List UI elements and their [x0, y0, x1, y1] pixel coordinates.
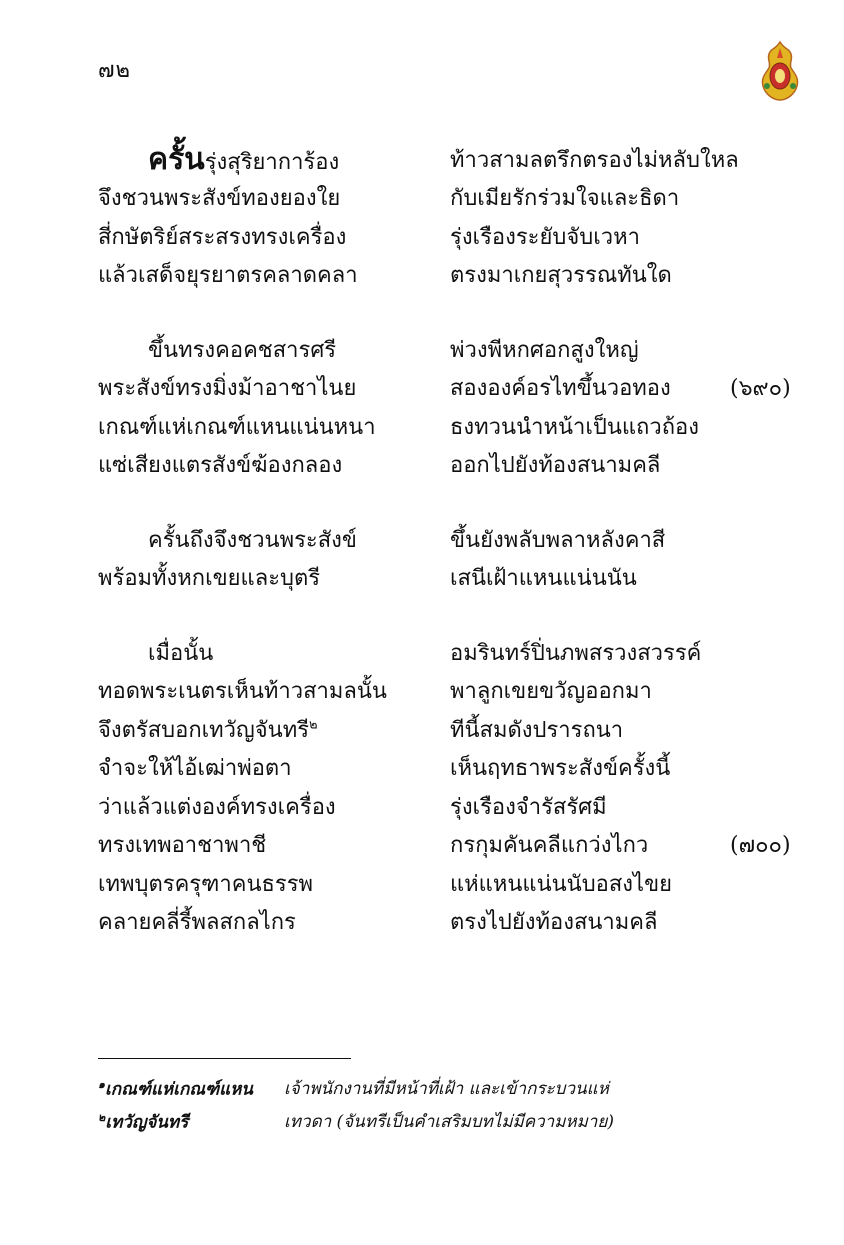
verse-right: ธงทวนนำหน้าเป็นแถวถ้อง: [450, 414, 700, 440]
verse-line: [98, 217, 798, 256]
verse-body: [98, 140, 798, 977]
verse-left: พร้อมทั้งหกเขยและบุตรี: [98, 566, 321, 592]
verse-line: [98, 256, 798, 295]
verse-line: [98, 749, 798, 788]
verse-line: [98, 710, 798, 749]
verse-right: กับเมียรักร่วมใจและธิดา: [450, 186, 680, 212]
verse-right: ทีนี้สมดังปรารถนา: [450, 717, 624, 743]
verse-left: แซ่เสียงแตรสังข์ฆ้องกลอง: [98, 453, 343, 479]
verse-opening-word: ครั้น: [148, 141, 205, 177]
verse-line: [98, 520, 798, 559]
verse-left: ทอดพระเนตรเห็นท้าวสามลนั้น: [98, 679, 387, 705]
verse-line: [98, 864, 798, 903]
verse-right: พ่วงพีหกศอกสูงใหญ่: [450, 337, 639, 363]
verse-line: [98, 903, 798, 942]
verse-right: อมรินทร์ปิ่นภพสรวงสวรรค์: [450, 640, 702, 666]
verse-line-number: (๖๙๐): [730, 376, 791, 402]
verse-right: เสนีเฝ้าแหนแน่นนัน: [450, 566, 637, 592]
royal-crest-icon: [757, 40, 803, 102]
verse-left: เกณฑ์แห่เกณฑ์แหนแน่นหนา: [98, 414, 376, 440]
footnote-ref: ๒: [309, 717, 318, 733]
footnote-term: $^๑$เกณฑ์แห่เกณฑ์แหน: [98, 1077, 253, 1100]
verse-left: คลายคลี่รี้พลสกลไกร: [98, 910, 296, 936]
verse-right: ตรงมาเกยสุวรรณทันใด: [450, 263, 672, 289]
verse-line: [98, 407, 798, 446]
stanza: [98, 140, 798, 294]
footnotes: [98, 1072, 614, 1138]
verse-left: จำจะให้ไอ้เฒ่าพ่อตา: [98, 756, 292, 782]
verse-line-number: (๗๐๐): [730, 833, 791, 859]
page-number: ๗๒: [98, 58, 132, 83]
verse-right: ท้าวสามลตรึกตรองไม่หลับใหล: [450, 147, 739, 173]
verse-right: กรกุมคันคลีแกว่งไกว: [450, 833, 649, 859]
footnote-item: [98, 1105, 614, 1138]
verse-line: [98, 140, 798, 179]
verse-right: ตรงไปยังท้องสนามคลี: [450, 910, 658, 936]
verse-right: แห่แหนแน่นนับอสงไขย: [450, 871, 673, 897]
verse-left: จึงชวนพระสังข์ทองยองใย: [98, 186, 341, 212]
verse-line: [98, 826, 798, 865]
verse-line: [98, 330, 798, 369]
stanza: [98, 633, 798, 941]
verse-right: รุ่งเรืองจำรัสรัศมี: [450, 794, 607, 820]
verse-line: [98, 559, 798, 598]
stanza: [98, 520, 798, 597]
verse-left: พระสังข์ทรงมิ่งม้าอาชาไนย: [98, 376, 357, 402]
verse-line: [98, 179, 798, 218]
footnote-marker: ๒: [98, 1110, 106, 1124]
verse-right: สององค์อรไทขึ้นวอทอง: [450, 376, 671, 402]
footnote-marker: ๑: [98, 1077, 105, 1091]
verse-right: เห็นฤทธาพระสังข์ครั้งนี้: [450, 756, 671, 782]
verse-left: ว่าแล้วแต่งองค์ทรงเครื่อง: [98, 794, 336, 820]
verse-line: [98, 787, 798, 826]
verse-line: [98, 369, 798, 408]
stanza: [98, 330, 798, 484]
footnote-definition: เทวดา (จันทรีเป็นคำเสริมบทไม่มีความหมาย): [284, 1112, 614, 1132]
verse-line: [98, 446, 798, 485]
footnote-item: [98, 1072, 614, 1105]
verse-left: ครั้นรุ่งสุริยาการ้อง: [148, 141, 340, 177]
verse-left: ขึ้นทรงคอคชสารศรี: [148, 337, 337, 363]
verse-left: แล้วเสด็จยุรยาตรคลาดคลา: [98, 263, 358, 289]
verse-left: เมื่อนั้น: [148, 640, 214, 666]
verse-right: รุ่งเรืองระยับจับเวหา: [450, 224, 640, 250]
verse-right: พาลูกเขยขวัญออกมา: [450, 679, 652, 705]
verse-left: สี่กษัตริย์สระสรงทรงเครื่อง: [98, 224, 347, 250]
footnote-definition: เจ้าพนักงานที่มีหน้าที่เฝ้า และเข้ากระบวนแห่: [284, 1079, 609, 1099]
verse-left: เทพบุตรครุฑาคนธรรพ: [98, 871, 314, 897]
verse-right: ขึ้นยังพลับพลาหลังคาสี: [450, 527, 666, 553]
verse-line: [98, 633, 798, 672]
verse-left: ครั้นถึงจึงชวนพระสังข์: [148, 527, 357, 553]
footnote-divider: [98, 1058, 351, 1059]
verse-right: ออกไปยังท้องสนามคลี: [450, 453, 661, 479]
verse-left: จึงตรัสบอกเทวัญจันทรี$^๒$: [98, 717, 318, 743]
verse-left: ทรงเทพอาชาพาชี: [98, 833, 267, 859]
verse-line: [98, 672, 798, 711]
footnote-term: $^๒$เทวัญจันทรี: [98, 1110, 189, 1133]
